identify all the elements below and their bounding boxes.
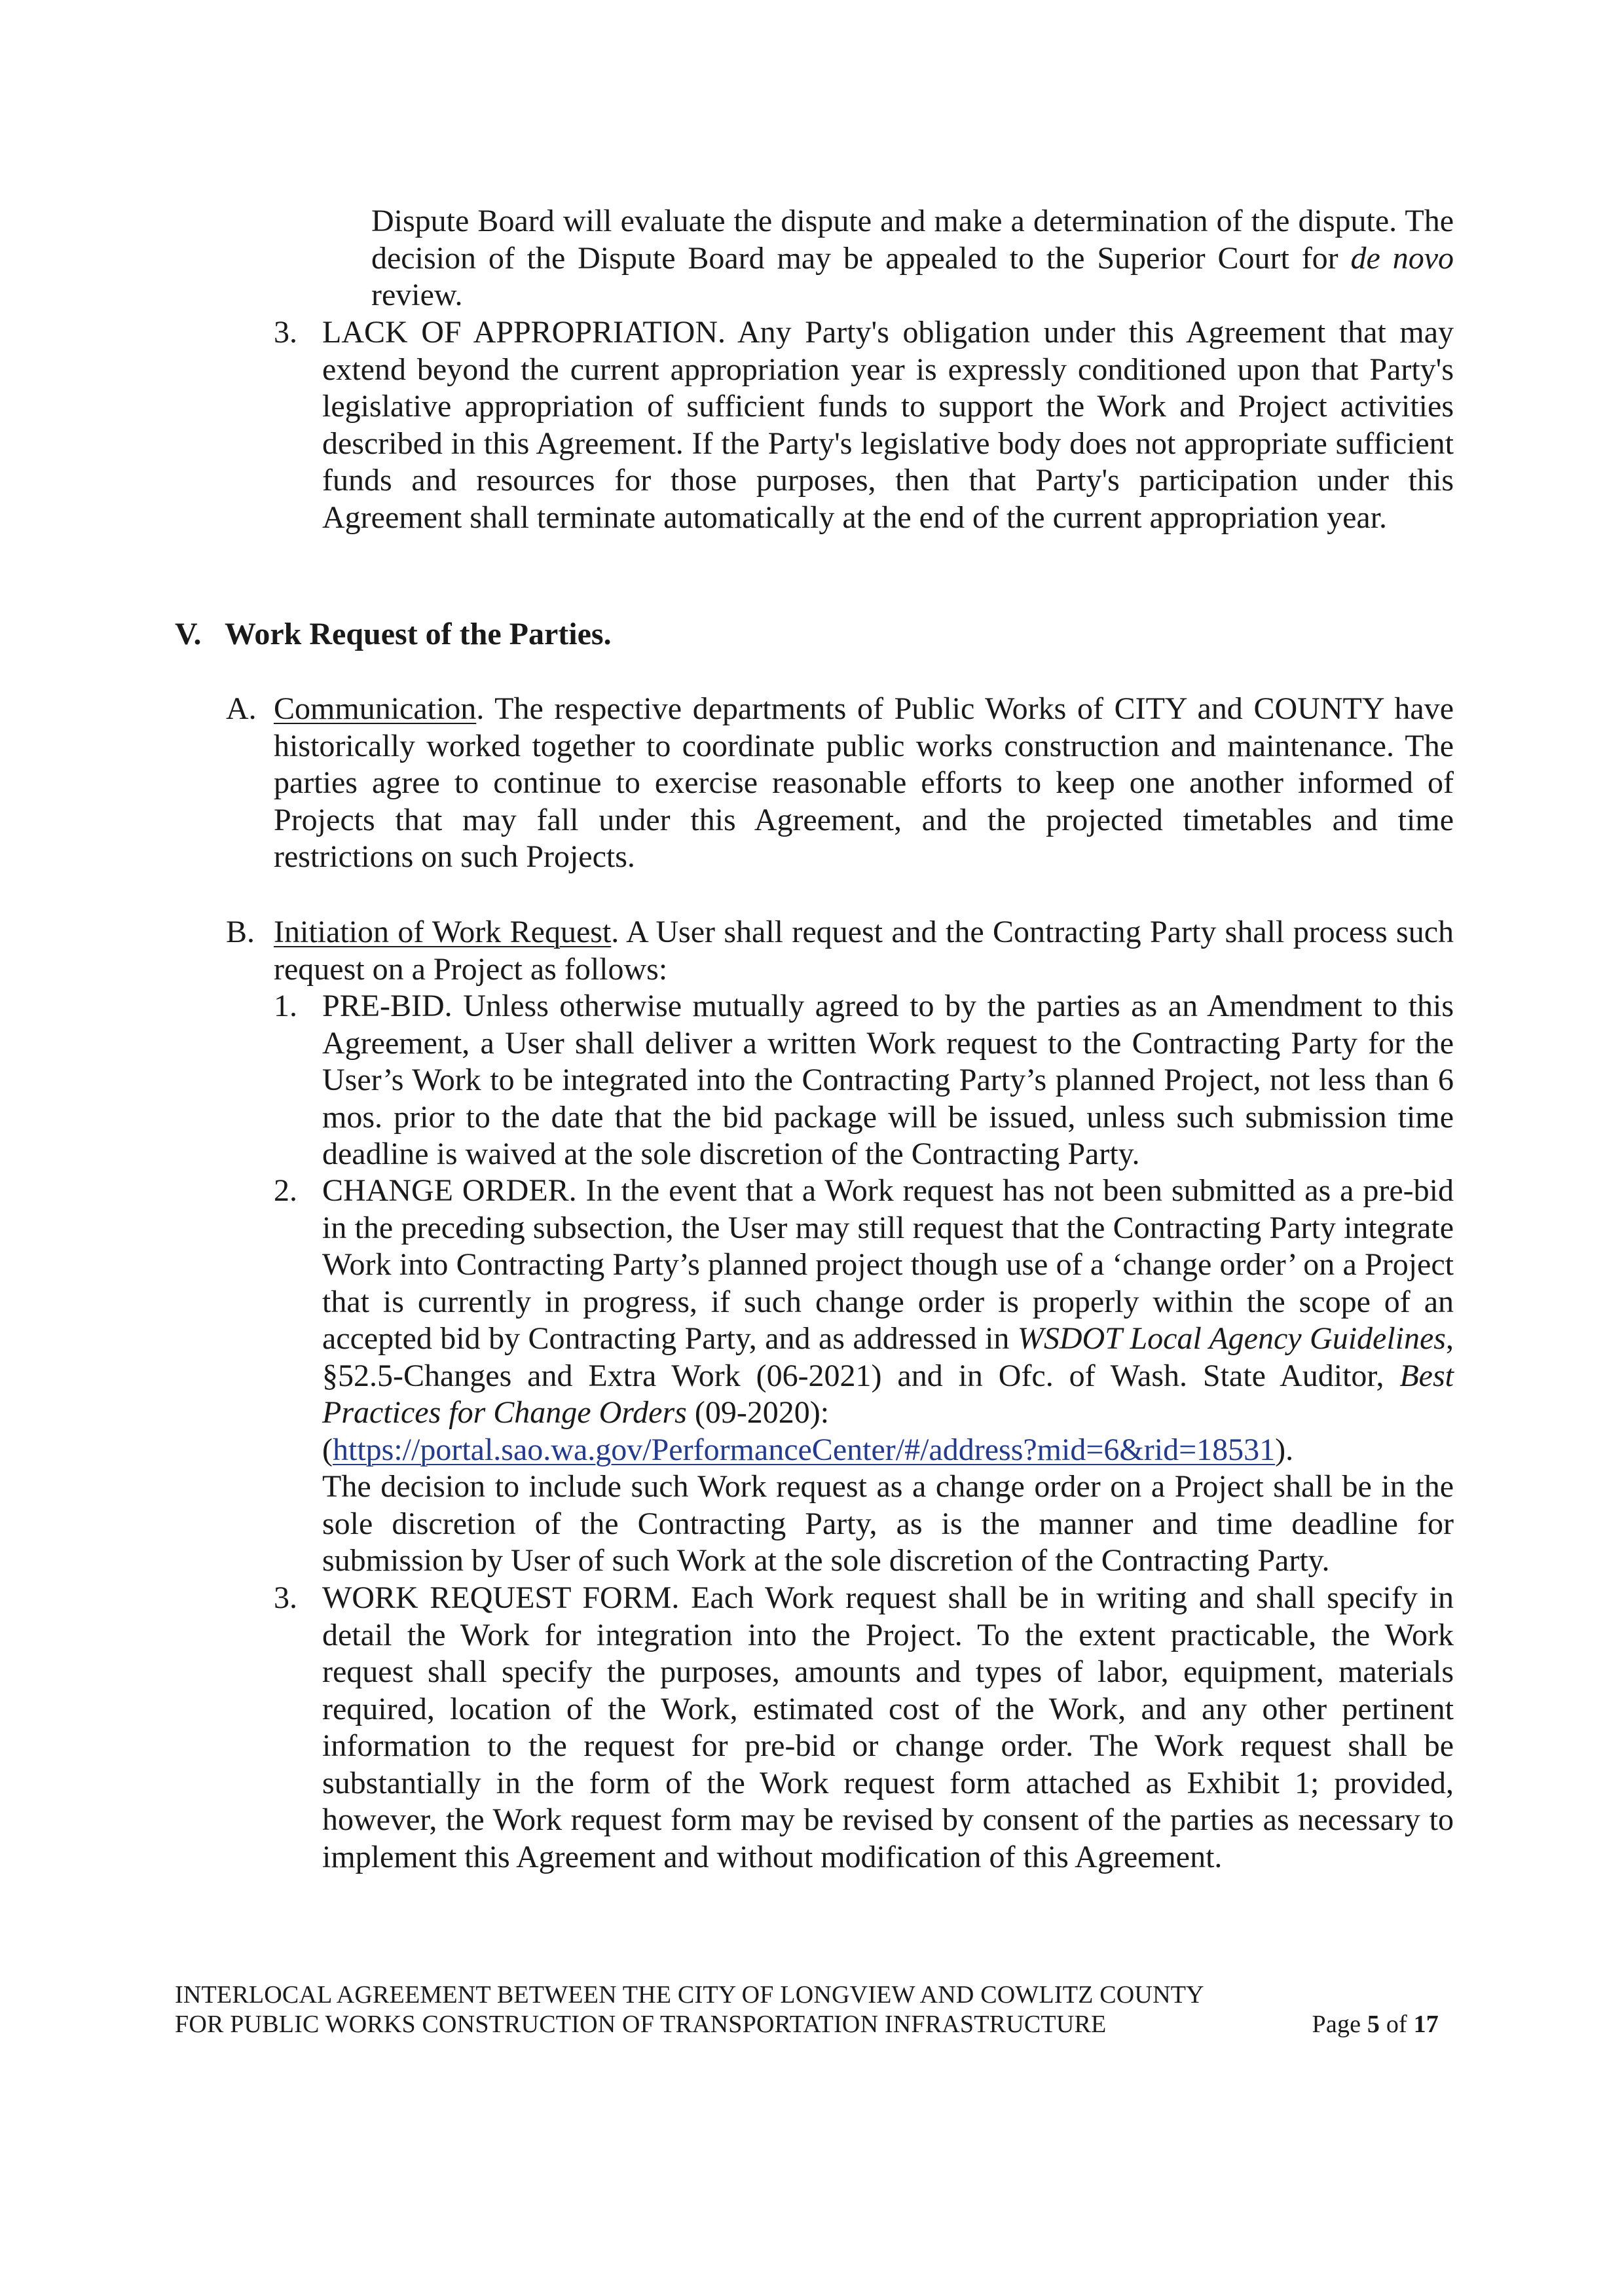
change-order-text-b: , §52.5-Changes and Extra Work (06-2021) and in Ofc. of Wash. State Auditor, (322, 1321, 1454, 1393)
current-page: 5 (1367, 2011, 1380, 2038)
intro-italic: de novo (1350, 240, 1454, 276)
initiation-paragraph (274, 914, 1454, 988)
intro-text: Dispute Board will evaluate the dispute and make a determination of the dispute. The decision of the Dispute Board may be appealed to the Superior Court for (371, 204, 1454, 276)
b1-number: 1. (274, 989, 297, 1023)
best-practices-title: Best Practices for Change Orders (322, 1358, 1454, 1430)
footer-line-1: INTERLOCAL AGREEMENT BETWEEN THE CITY OF LONGVIEW AND COWLITZ COUNTY (175, 1981, 1204, 2009)
b3-number: 3. (274, 1580, 297, 1615)
intro-text-end: review. (371, 278, 463, 312)
lack-of-appropriation-paragraph: LACK OF APPROPRIATION. Any Party's obligation under this Agreement that may extend beyond the current appropriation year is expressly conditioned upon that Party's legislative appropriation of sufficient funds to support the Work and Project activities described in this Agreement. If the Party's legislative body does not appropriate sufficient funds and resources for those purposes, then that Party's participation under this Agreement shall terminate automatically at the end of the current appropriation year. (322, 315, 1454, 535)
page-number: Page 5 of 17 (1312, 2011, 1439, 2038)
work-request-form-paragraph: WORK REQUEST FORM. Each Work request shall be in writing and shall specify in detail the Work for integration into the Project. To the extent practicable, the Work request shall specify the purposes, amounts and types of labor, equipment, materials required, location of the Work, estimated cost of the Work, and any other pertinent information to the request for pre-bid or change order. The Work request shall be substantially in the form of the Work request form attached as Exhibit 1; provided, however, the Work request form may be revised by consent of the parties as necessary to implement this Agreement and without modification of this Agreement. (322, 1580, 1454, 1874)
change-order-text-d: The decision to include such Work request as a change order on a Project shall be in the sole discretion of the Contracting Party, as is the manner and time deadline for submission by User of such Work at the sole discretion of the Contracting Party. (322, 1469, 1454, 1578)
communication-paragraph (274, 691, 1454, 876)
change-order-text-c: (09-2020): (686, 1395, 830, 1430)
initiation-title: Initiation of Work Request (274, 915, 612, 949)
change-order-text-a: CHANGE ORDER. In the event that a Work request has not been submitted as a pre-bid in the preceding subsection, the User may still request that the Contracting Party integrate Work into Contracting Party’s planned project though use of a ‘change order’ on a Project that is currently in progress, if such change order is properly within the scope of an accepted bid by Contracting Party, and as addressed in (322, 1173, 1454, 1356)
wsdot-guidelines-title: WSDOT Local Agency Guidelines (1017, 1321, 1446, 1356)
initiation-text: . A User shall request and the Contracting Party shall process such request on a Project as follows: (274, 915, 1454, 987)
pre-bid-paragraph: PRE-BID. Unless otherwise mutually agreed to by the parties as an Amendment to this Agreement, a User shall deliver a written Work request to the Contracting Party for the User’s Work to be integrated into the Contracting Party’s planned Project, not less than 6 mos. prior to the date that the bid package will be issued, unless such submission time deadline is waived at the sole discretion of the Contracting Party. (322, 989, 1454, 1171)
sub-b-letter: B. (226, 915, 255, 949)
b2-number: 2. (274, 1173, 297, 1208)
communication-text: . The respective departments of Public Works of CITY and COUNTY have historically worked together to coordinate public works construction and maintenance. The parties agree to continue to exercise reasonable efforts to keep one another informed of Projects that may fall under this Agreement, and the projected timetables and time restrictions on such Projects. (274, 691, 1454, 874)
change-order-paragraph: CHANGE ORDER. In the event that a Work request has not been submitted as a pre-bid in the preceding subsection, the User may still request that the Contracting Party integrate Work into Contracting Party’s planned project though use of a ‘change order’ on a Project that is currently in progress, if such change order is properly within the scope of an accepted bid by Contracting Party, and as addressed in WSDOT Local Agency Guidelines, §52.5-Changes and Extra Work (06-2021) and in Ofc. of Wash. State Auditor, Best Practices for Change Orders (09-2020): (https://portal.sao.wa.gov/PerformanceCenter/#/address?mid=6&rid=18531). The decision to include such Work request as a change order on a Project shall be in the sole discretion of the Contracting Party, as is the manner and time deadline for submission by User of such Work at the sole discretion of the Contracting Party. (322, 1173, 1454, 1578)
sub-a-letter: A. (226, 691, 257, 726)
footer-line-2: FOR PUBLIC WORKS CONSTRUCTION OF TRANSPORTATION INFRASTRUCTURE (175, 2011, 1107, 2038)
sao-performance-center-link[interactable]: https://portal.sao.wa.gov/PerformanceCenter/#/address?mid=6&rid=18531 (332, 1432, 1276, 1467)
communication-title: Communication (274, 691, 477, 726)
dispute-board-paragraph (371, 203, 1454, 314)
item-3-number: 3. (274, 315, 297, 350)
page-footer (175, 1980, 1439, 2039)
section-v-number: V. (175, 617, 202, 651)
section-v-title: Work Request of the Parties. (225, 617, 612, 651)
total-pages: 17 (1413, 2011, 1439, 2038)
